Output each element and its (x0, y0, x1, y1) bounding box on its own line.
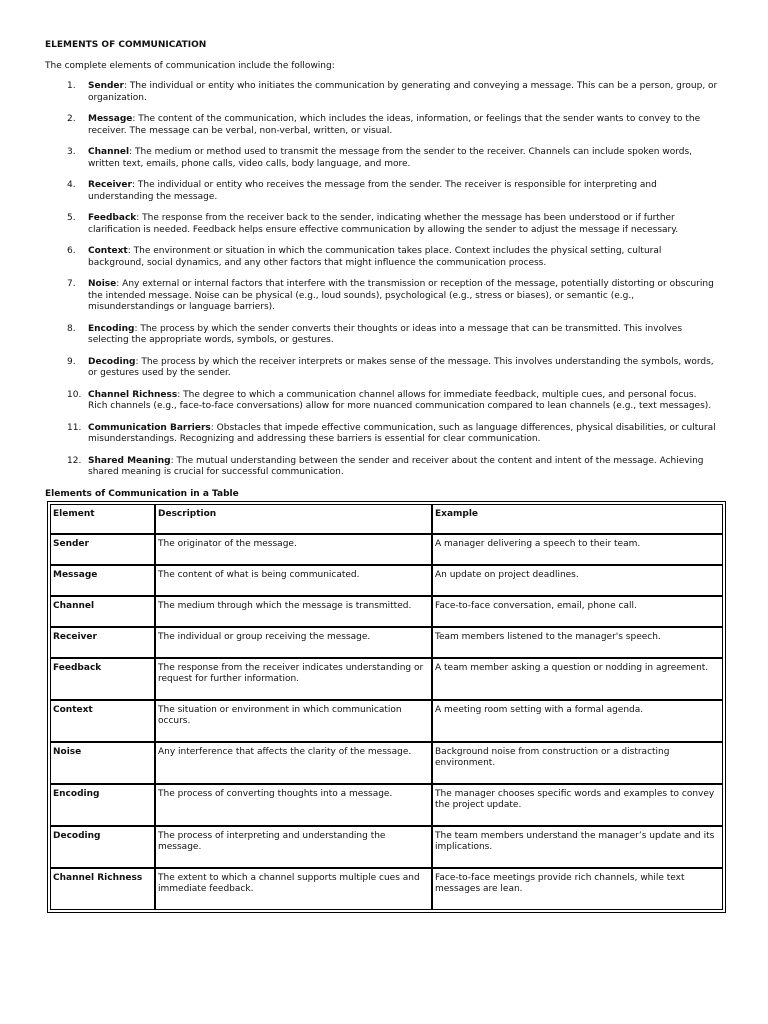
table-row (50, 868, 723, 910)
example-cell: Face-to-face meetings provide rich channels, while text messages are lean. (432, 868, 723, 910)
list-number: 11. (67, 422, 82, 433)
list-text: : The process by which the sender converts their thoughts or ideas into a message that can be transmitted. This involves selecting the appropriate words, symbols, or gestures. (88, 323, 683, 345)
description-cell: The response from the receiver indicates understanding or request for further information. (155, 658, 432, 700)
table-row (50, 534, 723, 565)
description-cell: The originator of the message. (155, 534, 432, 565)
description-cell: The situation or environment in which communication occurs. (155, 700, 432, 742)
list-number: 2. (67, 114, 76, 124)
list-text: : The mutual understanding between the sender and receiver about the content and intent of the message. Achieving shared meaning is crucial for successful communication. (88, 455, 704, 477)
list-number: 4. (67, 180, 76, 190)
elements-list (45, 81, 724, 479)
description-cell: The process of converting thoughts into a message. (155, 784, 432, 826)
list-number: 7. (67, 279, 76, 289)
list-item (45, 324, 724, 347)
element-cell: Decoding (50, 826, 155, 868)
example-cell: The manager chooses specific words and examples to convey the project update. (432, 784, 723, 826)
list-term: Decoding (88, 356, 136, 367)
list-item (45, 114, 724, 137)
example-cell: A meeting room setting with a formal agenda. (432, 700, 723, 742)
element-cell: Encoding (50, 784, 155, 826)
list-text: : The content of the communication, which includes the ideas, information, or feelings that the sender wants to convey to the receiver. The message can be verbal, non-verbal, written, or visual. (88, 114, 701, 136)
list-item (45, 213, 724, 236)
list-term: Shared Meaning (88, 455, 171, 466)
list-number: 1. (67, 81, 76, 91)
example-cell: Team members listened to the manager's speech. (432, 627, 723, 658)
list-text: : The response from the receiver back to the sender, indicating whether the message has been understood or if further clarification is needed. Feedback helps ensure effective communication by allowing the sender to adjust the message if necessary. (88, 213, 679, 235)
example-cell: A team member asking a question or nodding in agreement. (432, 658, 723, 700)
list-number: 6. (67, 246, 76, 256)
list-item (45, 180, 724, 203)
table-row (50, 658, 723, 700)
list-text: : The environment or situation in which the communication takes place. Context includes the physical setting, cultural background, social dynamics, and any other factors that might influence the communication process. (88, 246, 662, 268)
list-term: Channel Richness (88, 389, 178, 400)
list-number: 10. (67, 389, 82, 400)
list-number: 9. (67, 356, 76, 367)
example-cell: A manager delivering a speech to their team. (432, 534, 723, 565)
list-term: Receiver (88, 180, 132, 190)
description-cell: The individual or group receiving the message. (155, 627, 432, 658)
description-cell: Any interference that affects the clarity of the message. (155, 742, 432, 784)
list-number: 12. (67, 455, 82, 466)
table-row (50, 742, 723, 784)
list-item (45, 81, 724, 104)
table-row (50, 627, 723, 658)
element-cell: Receiver (50, 627, 155, 658)
column-header-element: Element (50, 504, 155, 534)
example-cell: Face-to-face conversation, email, phone call. (432, 596, 723, 627)
element-cell: Feedback (50, 658, 155, 700)
example-cell: The team members understand the manager’s update and its implications. (432, 826, 723, 868)
list-item (45, 279, 724, 314)
table-row (50, 596, 723, 627)
document-title: ELEMENTS OF COMMUNICATION (45, 40, 207, 50)
element-cell: Channel (50, 596, 155, 627)
table-row (50, 565, 723, 596)
list-text: : The individual or entity who receives the message from the sender. The receiver is responsible for interpreting and understanding the message. (88, 180, 657, 202)
list-text: : Obstacles that impede effective communication, such as language differences, physical disabilities, or cultural misunderstandings. Recognizing and addressing these barriers is essential for clear communication. (88, 422, 716, 444)
description-cell: The extent to which a channel supports multiple cues and immediate feedback. (155, 868, 432, 910)
list-item (45, 423, 724, 446)
list-number: 8. (67, 323, 76, 334)
list-item (45, 147, 724, 170)
list-term: Channel (88, 147, 130, 157)
list-text: : The process by which the receiver interprets or makes sense of the message. This involves understanding the symbols, words, or gestures used by the sender. (88, 356, 714, 378)
description-cell: The medium through which the message is transmitted. (155, 596, 432, 627)
table-title: Elements of Communication in a Table (45, 488, 239, 499)
list-item (45, 456, 724, 479)
list-number: 5. (67, 213, 76, 223)
list-text: : Any external or internal factors that interfere with the transmission or reception of the message, potentially distorting or obscuring the intended message. Noise can be physical (e.g., loud sounds), psychological (e.g., stress or biases), or semantic (e.g., misunderstandings or language barriers). (88, 279, 714, 312)
element-cell: Context (50, 700, 155, 742)
example-cell: An update on project deadlines. (432, 565, 723, 596)
list-text: : The medium or method used to transmit the message from the sender to the receiver. Channels can include spoken words, written text, emails, phone calls, video calls, body language, and more. (88, 147, 693, 169)
intro-text: The complete elements of communication include the following: (45, 61, 335, 71)
list-item (45, 390, 724, 413)
table-row (50, 784, 723, 826)
list-term: Noise (88, 279, 117, 289)
list-term: Feedback (88, 213, 137, 223)
table-row (50, 700, 723, 742)
description-cell: The content of what is being communicated. (155, 565, 432, 596)
table-row (50, 826, 723, 868)
list-text: : The degree to which a communication channel allows for immediate feedback, multiple cues, and personal focus. Rich channels (e.g., face-to-face conversations) allow for more nuanced communication compared to lean channels (e.g., text messages). (88, 389, 712, 411)
element-cell: Noise (50, 742, 155, 784)
list-text: : The individual or entity who initiates the communication by generating and conveying a message. This can be a person, group, or organization. (88, 81, 718, 103)
example-cell: Background noise from construction or a distracting environment. (432, 742, 723, 784)
list-term: Message (88, 114, 133, 124)
list-term: Context (88, 246, 128, 256)
list-term: Sender (88, 81, 124, 91)
element-cell: Sender (50, 534, 155, 565)
table-header-row (50, 504, 723, 534)
list-term: Encoding (88, 323, 135, 334)
description-cell: The process of interpreting and understanding the message. (155, 826, 432, 868)
list-item (45, 357, 724, 380)
element-cell: Message (50, 565, 155, 596)
list-term: Communication Barriers (88, 422, 211, 433)
elements-table (47, 501, 726, 913)
column-header-description: Description (155, 504, 432, 534)
column-header-example: Example (432, 504, 723, 534)
list-item (45, 246, 724, 269)
list-number: 3. (67, 147, 76, 157)
element-cell: Channel Richness (50, 868, 155, 910)
